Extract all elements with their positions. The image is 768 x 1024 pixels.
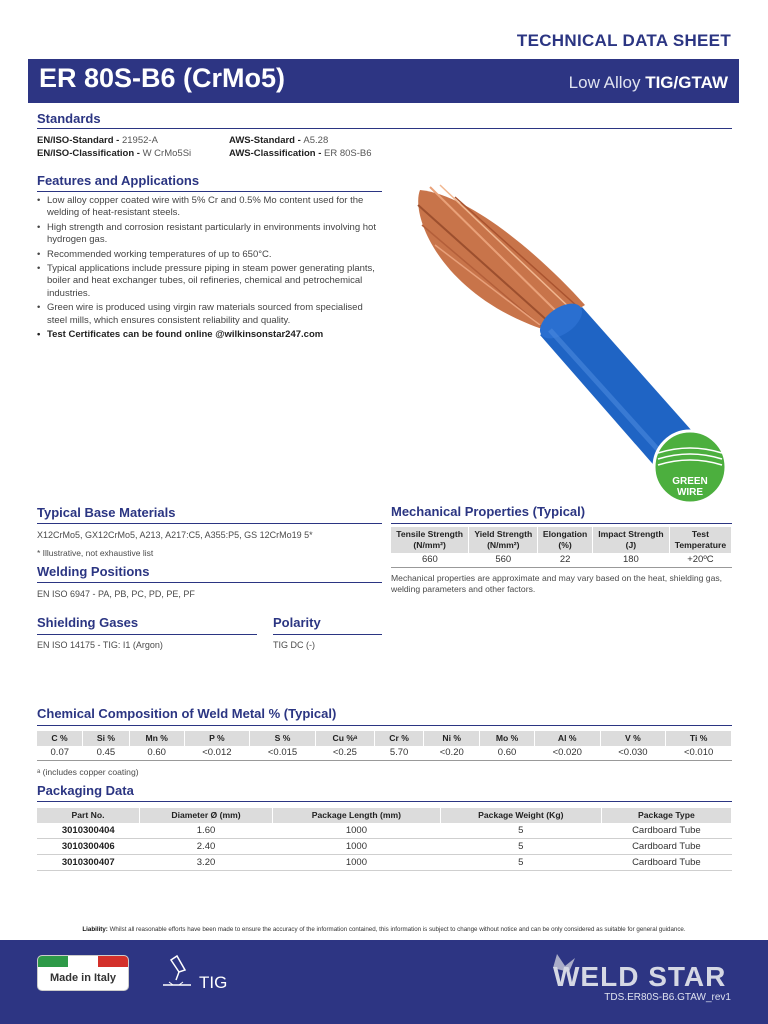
table-cell: <0.010 xyxy=(666,746,732,761)
table-cell: 180 xyxy=(592,553,669,568)
chemical-heading: Chemical Composition of Weld Metal % (Typical) xyxy=(37,706,337,721)
table-header: Cu %ᵃ xyxy=(315,731,374,746)
table-header: Part No. xyxy=(37,808,140,823)
part-number-cell: 3010300406 xyxy=(37,839,140,855)
standards-rule xyxy=(37,128,732,129)
table-header-row xyxy=(391,527,732,553)
table-header: Diameter Ø (mm) xyxy=(140,808,273,823)
brand-text: WELD STAR xyxy=(553,961,727,992)
welding-wire-image xyxy=(400,175,740,505)
table-cell: 22 xyxy=(538,553,593,568)
table-header: C % xyxy=(37,731,83,746)
aws-cls-value: ER 80S-B6 xyxy=(324,147,372,159)
table-header: Tensile Strength (N/mm²) xyxy=(391,527,469,553)
table-header: Al % xyxy=(534,731,600,746)
table-cell: <0.20 xyxy=(424,746,480,761)
packaging-rule xyxy=(37,801,732,802)
italian-flag-icon xyxy=(38,956,128,967)
table-cell: 660 xyxy=(391,553,469,568)
chemical-table xyxy=(37,731,732,761)
aws-std-label: AWS-Standard - xyxy=(229,135,304,146)
table-cell: <0.012 xyxy=(184,746,250,761)
mechanical-note: Mechanical properties are approximate and may vary based on the heat, shielding gas, welding parameters and other factors. xyxy=(391,573,723,594)
subtitle-process: TIG/GTAW xyxy=(645,73,728,92)
process-subtitle xyxy=(569,73,728,93)
table-header-row xyxy=(37,808,732,823)
polarity-heading: Polarity xyxy=(273,615,321,630)
table-header: V % xyxy=(600,731,666,746)
welding-positions-value: EN ISO 6947 - PA, PB, PC, PD, PE, PF xyxy=(37,589,195,599)
table-header: Package Length (mm) xyxy=(272,808,440,823)
made-in-italy-badge xyxy=(37,955,129,991)
table-header: Ti % xyxy=(666,731,732,746)
table-cell: 3.20 xyxy=(140,855,273,871)
table-cell: 1000 xyxy=(272,823,440,839)
badge-line1: GREEN xyxy=(672,476,708,487)
test-certificates-link[interactable]: • Test Certificates can be found online @wilkinsonstar247.com xyxy=(37,329,382,341)
en-std-label: EN/ISO-Standard - xyxy=(37,135,122,146)
table-row xyxy=(391,553,732,568)
table-cell: +20ºC xyxy=(669,553,731,568)
part-number-cell: 3010300404 xyxy=(37,823,140,839)
table-cell: 1.60 xyxy=(140,823,273,839)
base-materials-note: * Illustrative, not exhaustive list xyxy=(37,548,154,558)
table-header-row xyxy=(37,731,732,746)
polarity-value: TIG DC (-) xyxy=(273,640,315,650)
table-header: Cr % xyxy=(374,731,423,746)
footer-bar xyxy=(0,940,768,1024)
table-cell: 5.70 xyxy=(374,746,423,761)
standards-heading: Standards xyxy=(37,111,101,126)
en-cls-value: W CrMo5Si xyxy=(142,147,192,159)
table-cell: 5 xyxy=(440,823,601,839)
subtitle-category: Low Alloy xyxy=(568,73,646,92)
table-header: P % xyxy=(184,731,250,746)
table-header: Elongation (%) xyxy=(538,527,593,553)
table-cell: 2.40 xyxy=(140,839,273,855)
table-cell: 0.45 xyxy=(83,746,130,761)
table-cell: 0.60 xyxy=(480,746,535,761)
polarity-rule xyxy=(273,634,382,635)
aws-std-value: A5.28 xyxy=(303,135,329,146)
made-in-label: Made in Italy xyxy=(49,972,117,984)
table-cell: 5 xyxy=(440,839,601,855)
shielding-gases-heading: Shielding Gases xyxy=(37,615,139,630)
product-title: ER 80S-B6 (CrMo5) xyxy=(39,63,286,93)
table-header: Package Type xyxy=(601,808,731,823)
table-row xyxy=(37,823,732,839)
weld-star-logo xyxy=(545,948,735,993)
mechanical-table xyxy=(391,527,732,568)
en-std-value: 21952-A xyxy=(121,135,158,146)
table-header: Yield Strength (N/mm²) xyxy=(469,527,538,553)
table-row xyxy=(37,855,732,871)
table-header: Impact Strength (J) xyxy=(592,527,669,553)
document-reference: TDS.ER80S-B6.GTAW_rev1 xyxy=(604,992,731,1003)
table-header: Mn % xyxy=(129,731,184,746)
table-header: Ni % xyxy=(424,731,480,746)
feature-item: • High strength and corrosion resistant particularly in environments involving hot hydrogen gas. xyxy=(37,222,382,247)
packaging-table xyxy=(37,808,732,871)
table-cell: 560 xyxy=(469,553,538,568)
chemical-rule xyxy=(37,725,732,726)
features-heading: Features and Applications xyxy=(37,173,200,188)
liability-text: Whilst all reasonable efforts have been made to ensure the accuracy of the information contained, this information is subject to change without notice and can be only considered as suitable for general guidance. xyxy=(107,926,686,933)
feature-item: • Typical applications include pressure piping in steam power generating plants, boiler and heat exchanger tubes, oil refineries, chemical and petrochemical industries. xyxy=(37,263,382,300)
table-cell: Cardboard Tube xyxy=(601,855,731,871)
feature-item: • Recommended working temperatures of up to 650°C. xyxy=(37,249,382,261)
welding-positions-rule xyxy=(37,582,382,583)
liability-disclaimer xyxy=(0,926,768,933)
table-cell: <0.015 xyxy=(250,746,316,761)
table-header: Si % xyxy=(83,731,130,746)
welding-positions-heading: Welding Positions xyxy=(37,564,150,579)
table-cell: 0.60 xyxy=(129,746,184,761)
en-cls-label: EN/ISO-Classification - xyxy=(37,147,143,159)
table-header: Mo % xyxy=(480,731,535,746)
title-bar xyxy=(28,59,739,103)
shielding-gases-rule xyxy=(37,634,257,635)
shielding-gases-value: EN ISO 14175 - TIG: I1 (Argon) xyxy=(37,640,163,650)
features-list xyxy=(37,195,382,343)
base-materials-value: X12CrMo5, GX12CrMo5, A213, A217:C5, A355:P5, GS 12CrMo19 5* xyxy=(37,530,313,540)
base-materials-heading: Typical Base Materials xyxy=(37,505,176,520)
standards-grid xyxy=(37,135,372,160)
table-cell: Cardboard Tube xyxy=(601,823,731,839)
table-row xyxy=(37,839,732,855)
table-cell: <0.020 xyxy=(534,746,600,761)
chemical-note: ᵃ (includes copper coating) xyxy=(37,767,139,777)
table-cell: <0.030 xyxy=(600,746,666,761)
table-header: Test Temperature xyxy=(669,527,731,553)
mechanical-heading: Mechanical Properties (Typical) xyxy=(391,504,586,519)
table-row xyxy=(37,746,732,761)
part-number-cell: 3010300407 xyxy=(37,855,140,871)
aws-cls-label: AWS-Classification - xyxy=(229,147,325,159)
tig-torch-icon xyxy=(157,952,197,992)
table-cell: Cardboard Tube xyxy=(601,839,731,855)
document-type-label: TECHNICAL DATA SHEET xyxy=(516,31,731,50)
mechanical-rule xyxy=(391,523,732,524)
table-header: S % xyxy=(250,731,316,746)
feature-item: • Low alloy copper coated wire with 5% Cr and 0.5% Mo content used for the welding of heat-resistant steels. xyxy=(37,195,382,220)
features-rule xyxy=(37,191,382,192)
green-wire-badge xyxy=(654,431,726,503)
table-cell: 1000 xyxy=(272,855,440,871)
liability-label: Liability: xyxy=(82,926,108,933)
badge-line2: WIRE xyxy=(676,487,704,498)
table-cell: 0.07 xyxy=(37,746,83,761)
packaging-heading: Packaging Data xyxy=(37,783,134,798)
table-cell: 1000 xyxy=(272,839,440,855)
process-label: TIG xyxy=(199,973,228,992)
table-cell: 5 xyxy=(440,855,601,871)
base-materials-rule xyxy=(37,523,382,524)
feature-item: • Green wire is produced using virgin raw materials sourced from specialised steel mills, which ensures consistent reliability and quality. xyxy=(37,302,382,327)
table-header: Package Weight (Kg) xyxy=(440,808,601,823)
table-cell: <0.25 xyxy=(315,746,374,761)
